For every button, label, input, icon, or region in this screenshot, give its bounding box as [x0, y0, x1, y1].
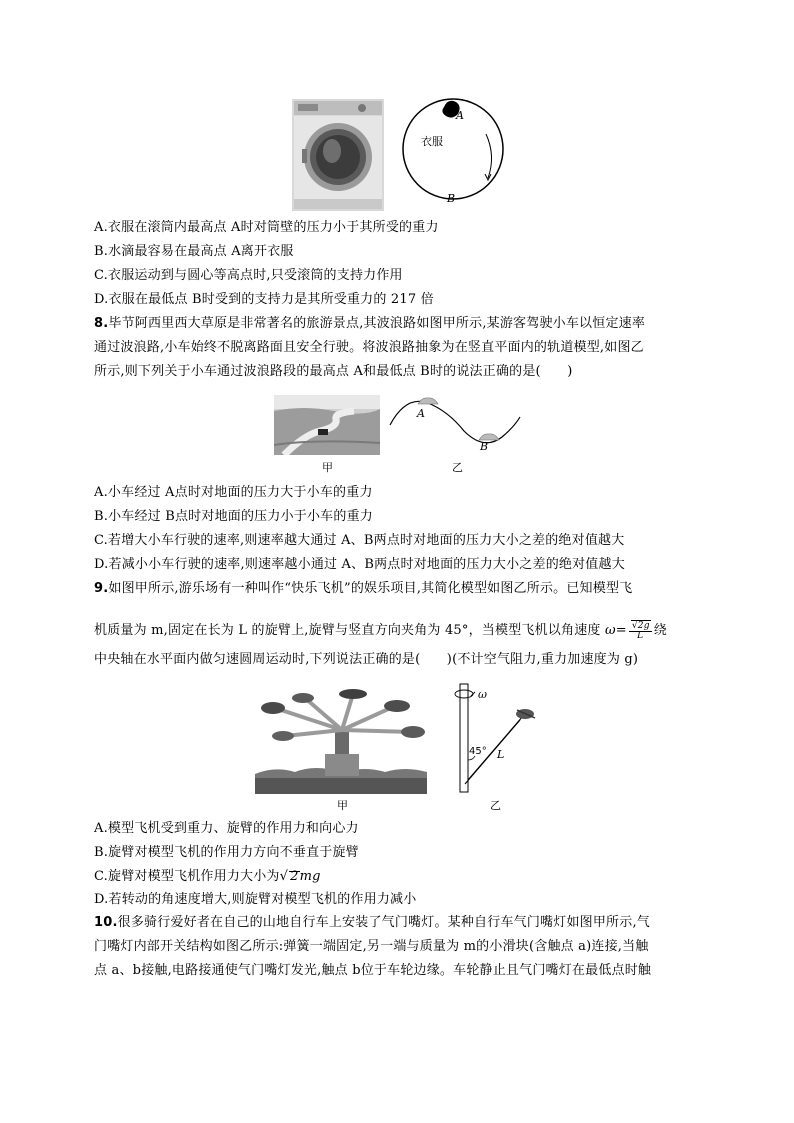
- q9-caption-yi: 乙: [490, 799, 501, 812]
- q9-caption-jia: 甲: [337, 799, 348, 812]
- angle-label: 45°: [469, 746, 487, 757]
- q8-stem-line-1: 8.毕节阿西里西大草原是非常著名的旅游景点,其波浪路如图甲所示,某游客驾驶小车以恒定速率: [94, 316, 646, 331]
- happy-plane-photo: [255, 688, 427, 794]
- q7-option-c: C.衣服运动到与圆心等高点时,只受滚筒的支持力作用: [94, 268, 403, 283]
- washing-machine-photo: [292, 99, 384, 211]
- track-point-b: B: [480, 440, 489, 453]
- drum-circle-diagram: [400, 96, 510, 206]
- wave-track-diagram: [388, 393, 524, 455]
- point-a-label: A: [456, 109, 464, 122]
- q7-option-a: A.衣服在滚筒内最高点 A时对筒壁的压力小于其所受的重力: [94, 220, 439, 235]
- q9-option-d: D.若转动的角速度增大,则旋臂对模型飞机的作用力减小: [94, 892, 417, 907]
- q9-option-b: B.旋臂对模型飞机的作用力方向不垂直于旋臂: [94, 845, 359, 860]
- q8-caption-yi: 乙: [452, 461, 463, 474]
- rotating-arm-diagram: [445, 680, 545, 794]
- omega-formula: ω= $\frac{√2g}{L}$: [604, 621, 650, 641]
- q8-option-a: A.小车经过 A点时对地面的压力大于小车的重力: [94, 485, 373, 500]
- track-point-a: A: [417, 407, 425, 420]
- point-b-label: B: [447, 192, 456, 205]
- q8-option-b: B.小车经过 B点时对地面的压力小于小车的重力: [94, 509, 373, 524]
- q9-stem-line-2: 机质量为 m,固定在长为 L 的旋臂上,旋臂与竖直方向夹角为 45°，当模型飞机以角速度 ω= $\frac{√2g}{L}$ 绕: [94, 621, 667, 641]
- q9-stem-line-3: 中央轴在水平面内做匀速圆周运动时,下列说法正确的是( )(不计空气阻力,重力加速度为 g): [94, 652, 639, 667]
- q9-option-c: C.旋臂对模型飞机作用力大小为√ 2mg: [94, 869, 321, 884]
- q8-stem-line-3: 所示,则下列关于小车通过波浪路段的最高点 A和最低点 B时的说法正确的是( ): [94, 364, 573, 379]
- q8-number: 8.: [94, 316, 109, 331]
- q8-stem-line-2: 通过波浪路,小车始终不脱离路面且安全行驶。将波浪路抽象为在竖直平面内的轨道模型,如图乙: [94, 340, 644, 355]
- q10-stem-line-3: 点 a、b接触,电路接通使气门嘴灯发光,触点 b位于车轮边缘。车轮静止且气门嘴灯在最低点时触: [94, 963, 652, 978]
- q9-number: 9.: [94, 581, 109, 596]
- q10-number: 10.: [94, 915, 118, 930]
- q8-caption-jia: 甲: [322, 461, 333, 474]
- q7-option-d: D.衣服在最低点 B时受到的支持力是其所受重力的 217 倍: [94, 292, 434, 307]
- length-label: L: [497, 748, 505, 761]
- omega-label: ω: [478, 688, 487, 701]
- car-a: [418, 398, 438, 404]
- q10-stem-line-2: 门嘴灯内部开关结构如图乙所示:弹簧一端固定,另一端与质量为 m的小滑块(含触点 a)连接,当触: [94, 939, 649, 954]
- q8-option-d: D.若减小小车行驶的速率,则速率越小通过 A、B两点时对地面的压力大小之差的绝对值越大: [94, 557, 625, 572]
- clothes-label: 衣服: [421, 135, 443, 148]
- q9-option-a: A.模型飞机受到重力、旋臂的作用力和向心力: [94, 821, 359, 836]
- q10-stem-line-1: 10.很多骑行爱好者在自己的山地自行车上安装了气门嘴灯。某种自行车气门嘴灯如图甲所示,气: [94, 915, 650, 930]
- q9-stem-line-1: 9.如图甲所示,游乐场有一种叫作“快乐飞机”的娱乐项目,其简化模型如图乙所示。已知模型飞: [94, 581, 633, 596]
- rotation-arrow: [486, 134, 492, 178]
- q8-option-c: C.若增大小车行驶的速率,则速率越大通过 A、B两点时对地面的压力大小之差的绝对值越大: [94, 533, 625, 548]
- wave-road-photo: [274, 395, 380, 455]
- q7-option-b: B.水滴最容易在最高点 A离开衣服: [94, 244, 294, 259]
